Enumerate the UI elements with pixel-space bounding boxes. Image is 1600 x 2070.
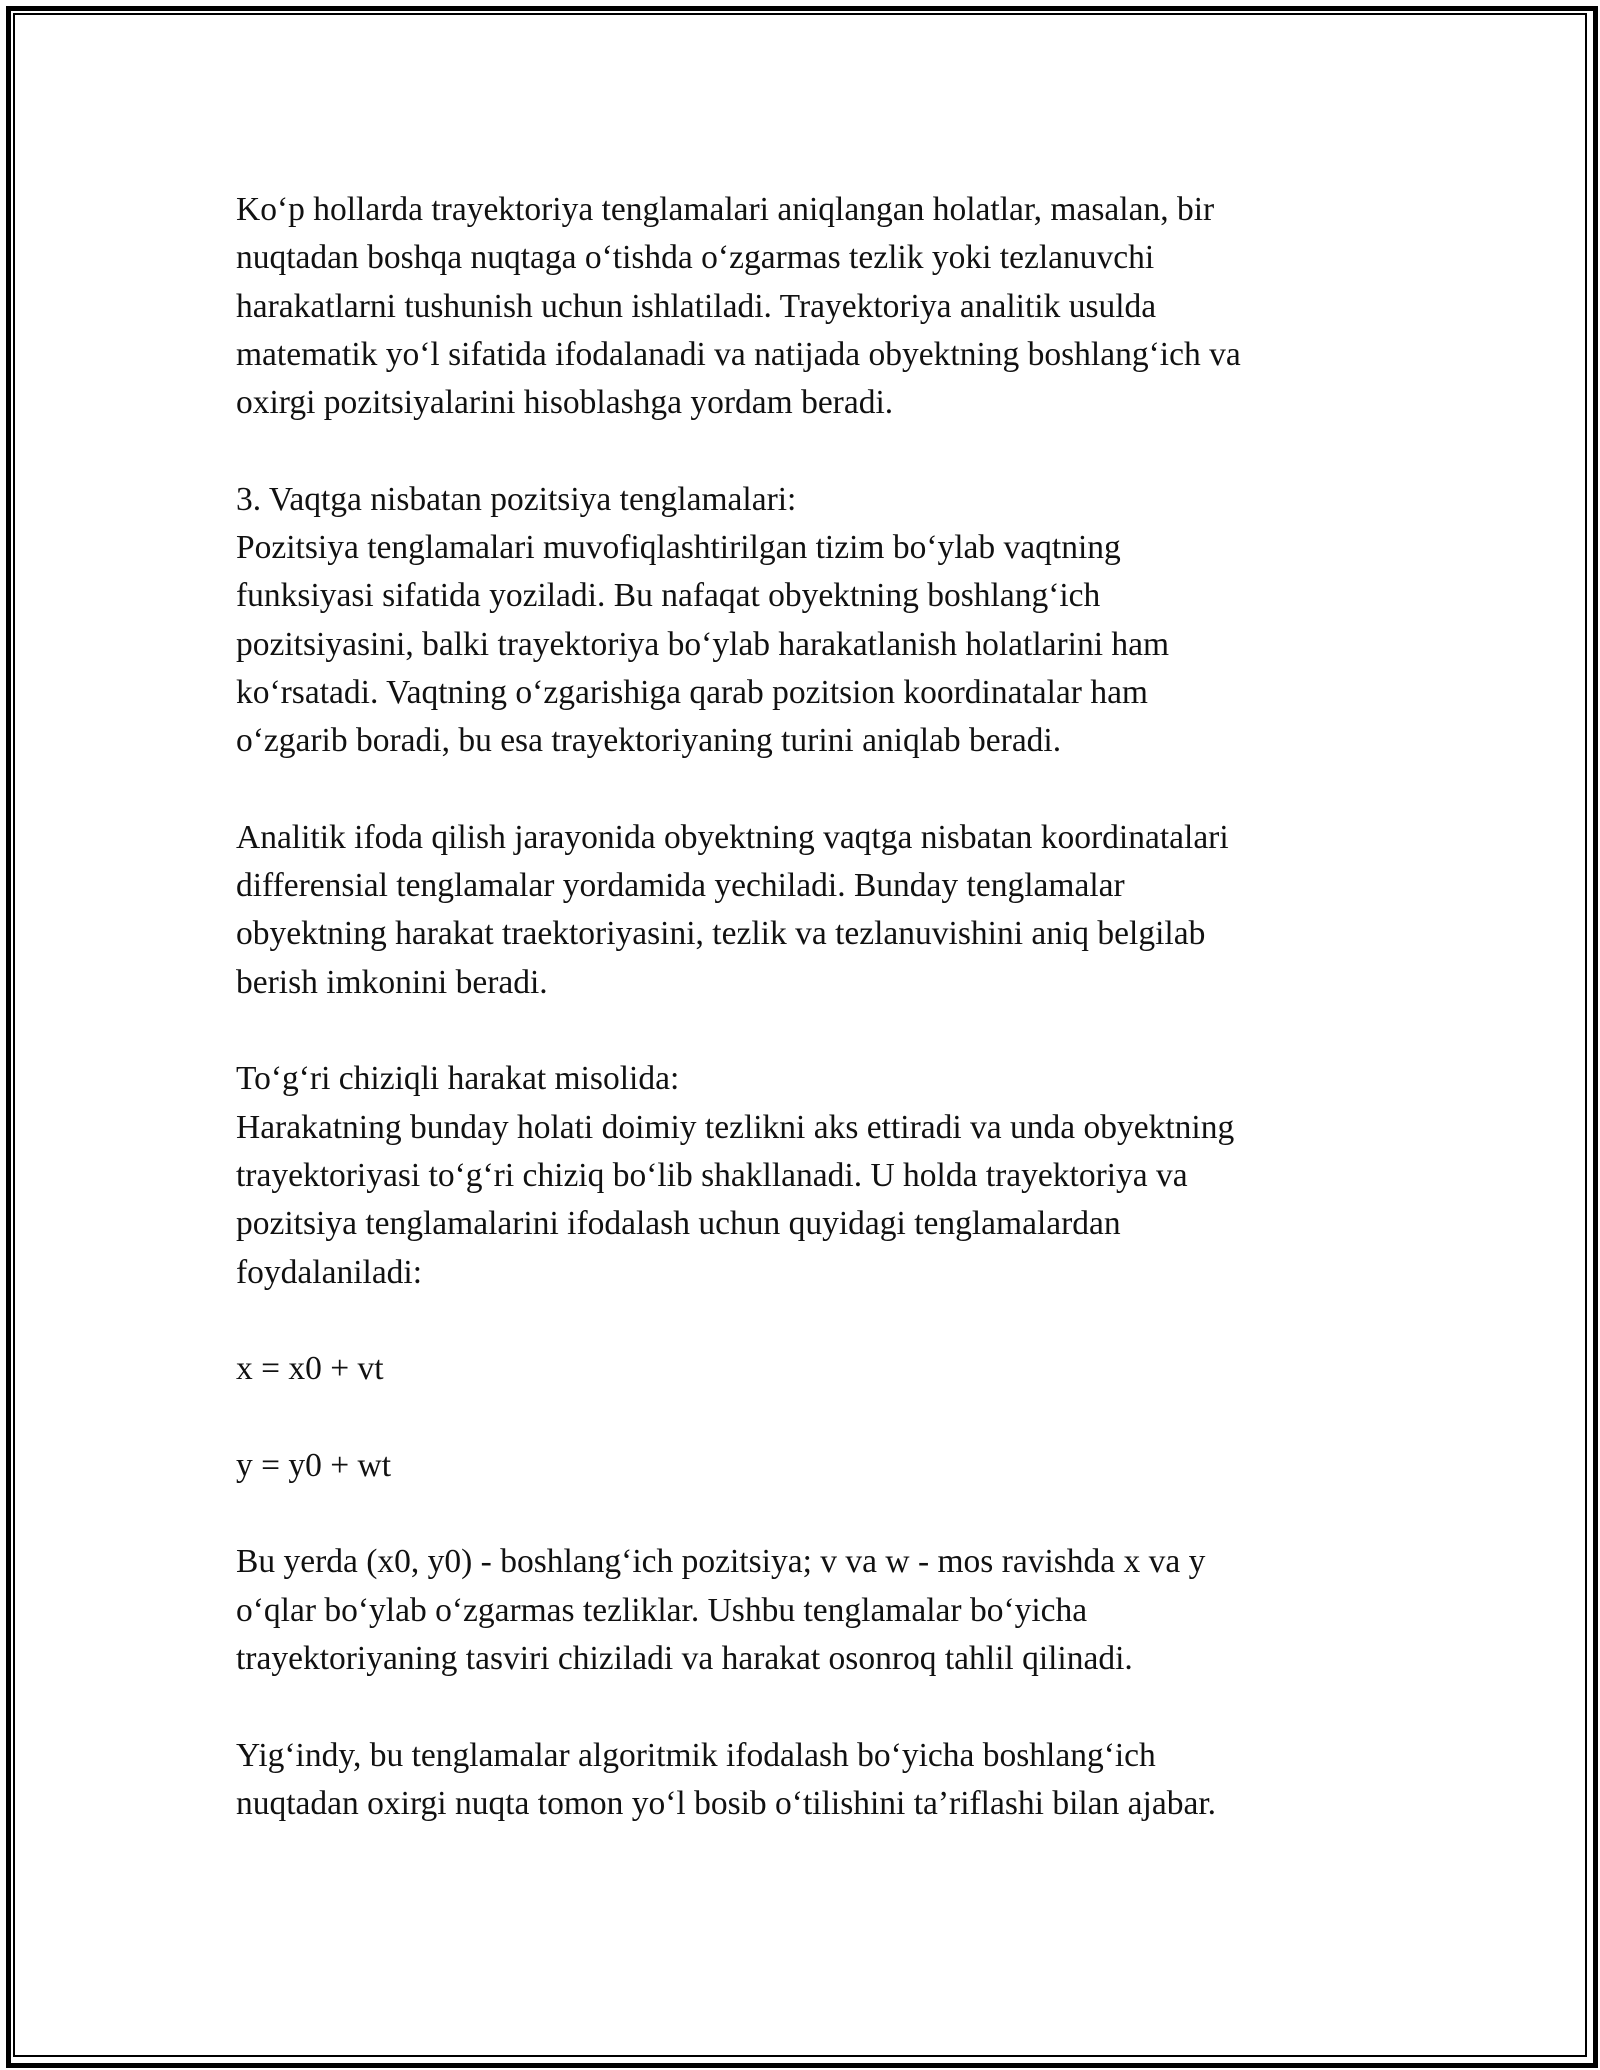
paragraph-spacer [236, 1007, 1356, 1055]
paragraph-spacer [236, 1683, 1356, 1731]
paragraph-spacer [236, 766, 1356, 814]
paragraph-spacer [236, 1490, 1356, 1538]
equation-y: y = y0 + wt [236, 1446, 392, 1484]
paragraph-spacer [236, 1393, 1356, 1441]
document-body [236, 186, 1356, 1828]
paragraph-trajectory-intro: Ko‘p hollarda trayektoriya tenglamalari aniqlangan holatlar, masalan, bir nuqtadan boshqa nuqtaga o‘tishda o‘zgarmas tezlik yoki tezlanuvchi harakatlarni tushunish uchun ishlatiladi. Trayektoriya analitik usulda matematik yo‘l sifatida ifodalanadi va natijada obyektning boshlang‘ich va oxirgi pozitsiyalarini hisoblashga yordam beradi. [236, 191, 1241, 422]
paragraph-analytic-expression: Analitik ifoda qilish jarayonida obyektning vaqtga nisbatan koordinatalari differensial tenglamalar yordamida yechiladi. Bunday tenglamalar obyektning harakat traektoriyasini, tezlik va tezlanuvishini aniq belgilab berish imkonini beradi. [236, 818, 1229, 1001]
paragraph-position-equations: 3. Vaqtga nisbatan pozitsiya tenglamalari: Pozitsiya tenglamalari muvofiqlashtirilgan tizim bo‘ylab vaqtning funksiyasi sifatida yoziladi. Bu nafaqat obyektning boshlang‘ich pozitsiyasini, balki trayektoriya bo‘ylab harakatlanish holatlarini ham ko‘rsatadi. Vaqtning o‘zgarishiga qarab pozitsion koordinatalar ham o‘zgarib boradi, bu esa trayektoriyaning turini aniqlab beradi. [236, 480, 1170, 760]
paragraph-conclusion: Yig‘indy, bu tenglamalar algoritmik ifodalash bo‘yicha boshlang‘ich nuqtadan oxirgi nuqta tomon yo‘l bosib o‘tilishini ta’riflashi bilan ajabar. [236, 1736, 1217, 1822]
paragraph-equation-explanation: Bu yerda (x0, y0) - boshlang‘ich pozitsiya; v va w - mos ravishda x va y o‘qlar bo‘ylab o‘zgarmas tezliklar. Ushbu tenglamalar bo‘yicha trayektoriyaning tasviri chiziladi va harakat osonroq tahlil qilinadi. [236, 1543, 1206, 1677]
paragraph-spacer [236, 427, 1356, 475]
paragraph-spacer [236, 1297, 1356, 1345]
equation-x: x = x0 + vt [236, 1350, 384, 1388]
paragraph-straight-line-example: To‘g‘ri chiziqli harakat misolida: Harakatning bunday holati doimiy tezlikni aks ettiradi va unda obyektning trayektoriyasi to‘g‘ri chiziq bo‘lib shakllanadi. U holda trayektoriya va pozitsiya tenglamalarini ifodalash uchun quyidagi tenglamalardan foydalaniladi: [236, 1060, 1235, 1291]
